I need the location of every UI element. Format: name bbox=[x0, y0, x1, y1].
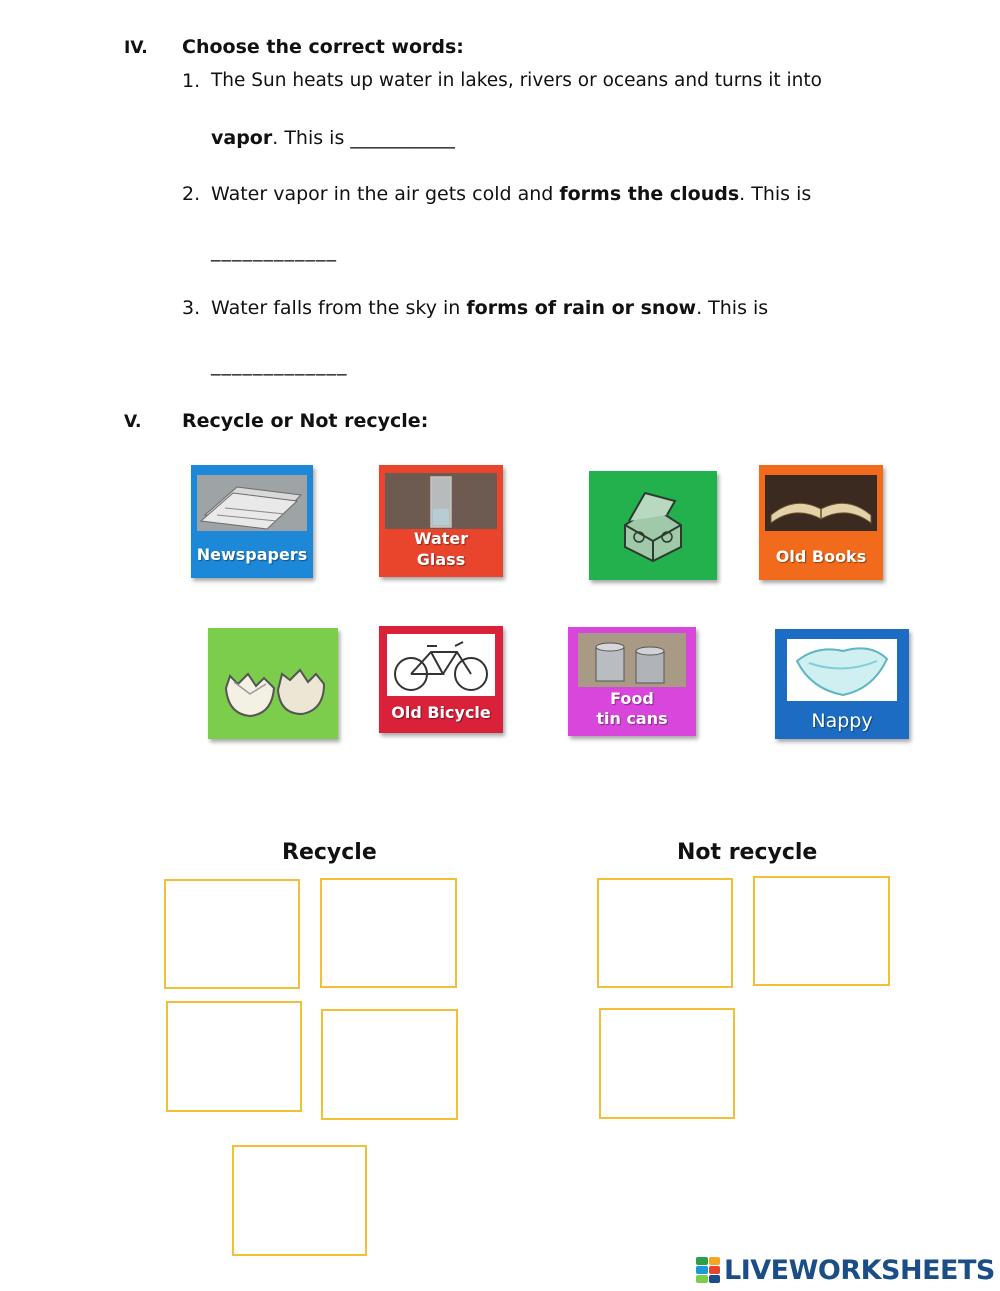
question-2-bold: forms the clouds bbox=[559, 183, 740, 205]
card-food-tin-cans-label-2: tin cans bbox=[596, 709, 668, 728]
question-3-line1 bbox=[211, 297, 768, 319]
section-number-v: V. bbox=[124, 412, 142, 432]
question-3-pre: Water falls from the sky in bbox=[211, 297, 467, 319]
card-water-glass-label-2: Glass bbox=[416, 550, 466, 569]
card-old-books-label: Old Books bbox=[775, 547, 867, 566]
card-newspapers[interactable] bbox=[191, 465, 313, 578]
not-recycle-drop-box[interactable] bbox=[753, 876, 890, 986]
egg-carton-icon bbox=[615, 485, 691, 565]
not-recycle-drop-box[interactable] bbox=[597, 878, 733, 988]
card-egg-carton[interactable] bbox=[589, 471, 717, 580]
question-3-number: 3. bbox=[182, 297, 201, 319]
recycle-heading: Recycle bbox=[282, 840, 377, 865]
question-1-blank[interactable]: ___________ bbox=[350, 127, 455, 149]
not-recycle-drop-box[interactable] bbox=[599, 1008, 735, 1119]
question-1-rest: . This is bbox=[272, 127, 351, 149]
section-title-v: Recycle or Not recycle: bbox=[182, 410, 429, 432]
question-2-pre: Water vapor in the air gets cold and bbox=[211, 183, 560, 205]
eggshell-icon bbox=[220, 648, 332, 724]
question-3-bold: forms of rain or snow bbox=[466, 297, 697, 319]
section-title-iv: Choose the correct words: bbox=[182, 36, 464, 58]
tin-cans-icon bbox=[578, 633, 686, 687]
section-number-iv: IV. bbox=[124, 38, 148, 58]
card-newspapers-label: Newspapers bbox=[196, 545, 308, 564]
question-1-line1: The Sun heats up water in lakes, rivers or oceans and turns it into bbox=[211, 70, 822, 91]
card-old-books[interactable] bbox=[759, 465, 883, 580]
card-nappy[interactable] bbox=[775, 629, 909, 739]
recycle-drop-box[interactable] bbox=[164, 879, 300, 989]
card-food-tin-cans-label-1: Food bbox=[610, 689, 654, 708]
recycle-drop-box[interactable] bbox=[166, 1001, 302, 1112]
recycle-drop-box[interactable] bbox=[321, 1009, 458, 1120]
question-1-bold: vapor bbox=[211, 127, 273, 149]
recycle-drop-box[interactable] bbox=[232, 1145, 367, 1256]
liveworksheets-logo-text: LIVEWORKSHEETS bbox=[724, 1254, 995, 1286]
water-glass-icon bbox=[385, 473, 497, 529]
nappy-icon bbox=[787, 639, 897, 701]
card-food-tin-cans[interactable] bbox=[568, 627, 696, 736]
liveworksheets-logo-icon bbox=[696, 1257, 720, 1283]
card-eggshell[interactable] bbox=[208, 628, 338, 739]
liveworksheets-logo[interactable] bbox=[696, 1254, 995, 1286]
newspapers-icon bbox=[197, 475, 307, 531]
question-2-blank[interactable]: ____________ bbox=[211, 240, 337, 262]
card-water-glass[interactable] bbox=[379, 465, 503, 577]
card-old-bicycle-label: Old Bicycle bbox=[391, 703, 491, 722]
card-old-bicycle[interactable] bbox=[379, 626, 503, 733]
old-books-icon bbox=[765, 475, 877, 531]
recycle-drop-box[interactable] bbox=[320, 878, 457, 988]
question-2-post: . This is bbox=[739, 183, 812, 205]
not-recycle-heading: Not recycle bbox=[677, 840, 818, 865]
question-3-post: . This is bbox=[696, 297, 769, 319]
card-water-glass-label-1: Water bbox=[413, 529, 469, 548]
question-3-blank[interactable]: _____________ bbox=[211, 354, 348, 376]
question-2-number: 2. bbox=[182, 183, 201, 205]
bicycle-icon bbox=[387, 634, 495, 696]
question-2-line1 bbox=[211, 183, 811, 205]
question-1-number: 1. bbox=[182, 70, 201, 92]
question-1-line2 bbox=[211, 127, 455, 149]
card-nappy-label: Nappy bbox=[811, 710, 873, 732]
